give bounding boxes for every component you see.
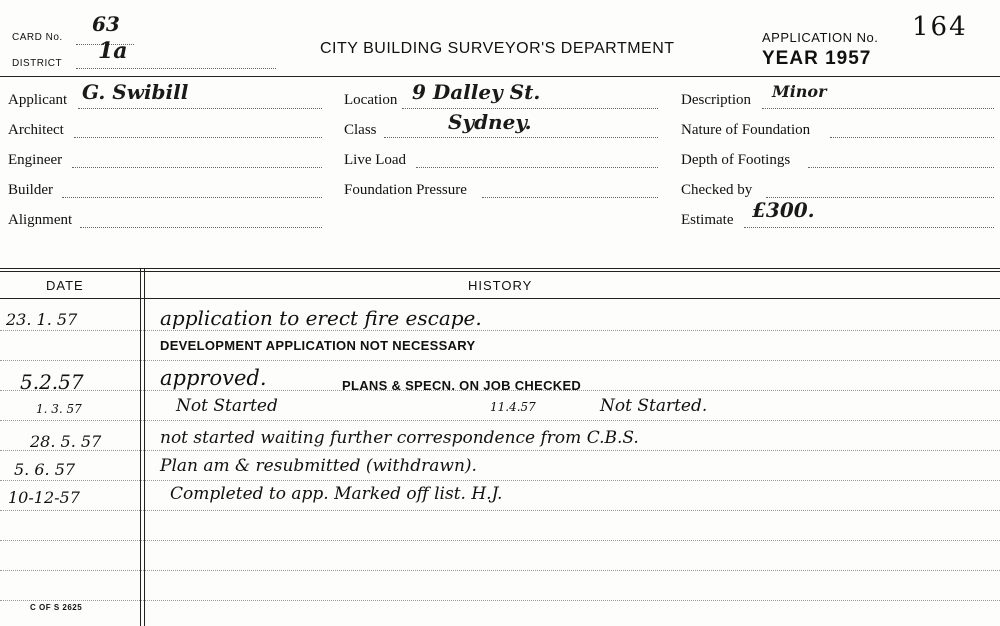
history-entry: Not Started	[176, 396, 278, 416]
date-column-divider	[140, 268, 141, 626]
alignment-label: Alignment	[8, 212, 73, 228]
builder-label: Builder	[8, 182, 53, 198]
history-entry: Completed to app. Marked off list. H.J.	[170, 484, 503, 504]
history-entry: not started waiting further correspondence from C.B.S.	[160, 428, 639, 448]
history-entry-secondary: Not Started.	[600, 396, 708, 416]
history-top-rule-2	[0, 271, 1000, 272]
location-value: 9 Dalley St.	[412, 80, 541, 104]
header-divider	[0, 76, 1000, 77]
ruled-line	[0, 420, 1000, 421]
ruled-line	[0, 540, 1000, 541]
district-value: 1a	[98, 38, 128, 64]
live-load-line	[416, 167, 658, 168]
class-value: Sydney.	[448, 110, 532, 134]
history-date: 5.2.57	[20, 370, 84, 394]
live-load-label: Live Load	[344, 152, 407, 168]
history-date-secondary: 11.4.57	[490, 400, 536, 414]
history-date: 28. 5. 57	[30, 432, 102, 451]
description-value: Minor	[772, 82, 827, 101]
card-no-label: CARD No.	[12, 32, 63, 43]
nature-of-foundation-line	[830, 137, 994, 138]
ruled-line	[0, 450, 1000, 451]
application-no-value: 164	[912, 12, 968, 42]
district-label: DISTRICT	[12, 58, 63, 69]
description-line	[762, 108, 994, 109]
history-date: 1. 3. 57	[36, 402, 82, 416]
history-stamp: PLANS & SPECN. ON JOB CHECKED	[342, 378, 582, 393]
engineer-line	[72, 167, 322, 168]
ruled-line	[0, 360, 1000, 361]
depth-of-footings-label: Depth of Footings	[681, 152, 791, 168]
foundation-pressure-line	[482, 197, 658, 198]
applicant-label: Applicant	[8, 92, 68, 108]
applicant-line	[78, 108, 322, 109]
history-entry: application to erect fire escape.	[160, 306, 482, 330]
history-header-rule	[0, 298, 1000, 299]
nature-of-foundation-label: Nature of Foundation	[681, 122, 811, 138]
engineer-label: Engineer	[8, 152, 63, 168]
architect-label: Architect	[8, 122, 64, 138]
application-no-label: APPLICATION No.	[762, 30, 879, 45]
checked-by-label: Checked by	[681, 182, 753, 198]
ruled-line	[0, 510, 1000, 511]
applicant-value: G. Swibill	[82, 80, 189, 104]
year-label: YEAR 1957	[762, 48, 872, 69]
architect-line	[74, 137, 322, 138]
class-line	[384, 137, 658, 138]
ruled-line	[0, 480, 1000, 481]
foundation-pressure-label: Foundation Pressure	[344, 182, 467, 198]
form-code: C OF S 2625	[30, 603, 83, 612]
history-entry: approved.	[160, 366, 267, 390]
history-entry: Plan am & resubmitted (withdrawn).	[160, 456, 477, 476]
history-header: HISTORY	[468, 278, 533, 293]
history-date: 23. 1. 57	[6, 310, 78, 329]
card-no-value: 63	[92, 12, 120, 36]
date-column-divider-2	[144, 268, 145, 626]
depth-of-footings-line	[808, 167, 994, 168]
ruled-line	[0, 570, 1000, 571]
location-label: Location	[344, 92, 398, 108]
date-header: DATE	[46, 278, 84, 293]
history-date: 10-12-57	[8, 488, 80, 507]
history-date: 5. 6. 57	[14, 460, 76, 479]
alignment-line	[80, 227, 322, 228]
ruled-line	[0, 600, 1000, 601]
class-label: Class	[344, 122, 377, 138]
estimate-line	[744, 227, 994, 228]
ruled-line	[0, 330, 1000, 331]
estimate-label: Estimate	[681, 212, 734, 228]
estimate-value: £300.	[752, 198, 815, 222]
department-title: CITY BUILDING SURVEYOR'S DEPARTMENT	[320, 40, 675, 57]
location-line	[402, 108, 658, 109]
description-label: Description	[681, 92, 751, 108]
builder-line	[62, 197, 322, 198]
district-line	[76, 68, 276, 69]
history-stamp: DEVELOPMENT APPLICATION NOT NECESSARY	[160, 338, 476, 353]
history-top-rule	[0, 268, 1000, 269]
